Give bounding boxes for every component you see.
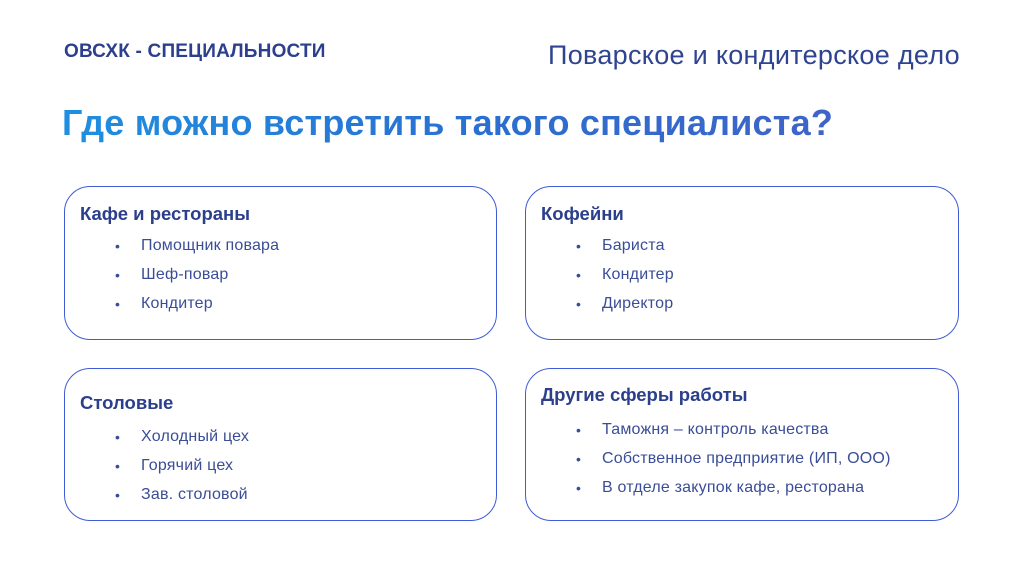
item-label: Шеф-повар <box>141 266 229 283</box>
bullet-icon: • <box>576 296 581 312</box>
bullet-icon: • <box>115 429 120 445</box>
card-title: Столовые <box>80 392 174 413</box>
item-label: Холодный цех <box>141 428 250 445</box>
bullet-icon: • <box>115 296 120 312</box>
card-canteens <box>64 368 497 521</box>
item-label: Директор <box>602 295 674 312</box>
item-label: Горячий цех <box>141 457 234 474</box>
card-cafes-restaurants <box>64 186 497 340</box>
bullet-icon: • <box>576 451 581 467</box>
page-title: Где можно встретить такого специалиста? <box>62 102 834 143</box>
bullet-icon: • <box>115 487 120 503</box>
item-label: Собственное предприятие (ИП, ООО) <box>602 450 891 467</box>
item-label: Кондитер <box>602 266 674 283</box>
card-title: Другие сферы работы <box>541 384 748 405</box>
card-coffee-shops <box>525 186 959 340</box>
bullet-icon: • <box>576 267 581 283</box>
bullet-icon: • <box>576 422 581 438</box>
item-label: Помощник повара <box>141 237 280 254</box>
item-label: В отделе закупок кафе, ресторана <box>602 479 865 496</box>
bullet-icon: • <box>576 480 581 496</box>
brand-header: ОВСХК - СПЕЦИАЛЬНОСТИ <box>64 41 326 62</box>
item-label: Таможня – контроль качества <box>602 421 829 438</box>
item-label: Бариста <box>602 237 665 254</box>
card-title: Кафе и рестораны <box>80 203 251 224</box>
card-other-fields <box>525 368 959 521</box>
item-label: Зав. столовой <box>141 486 248 503</box>
subject-title: Поварское и кондитерское дело <box>548 40 960 70</box>
item-label: Кондитер <box>141 295 213 312</box>
card-title: Кофейни <box>541 203 624 224</box>
bullet-icon: • <box>115 458 120 474</box>
bullet-icon: • <box>115 267 120 283</box>
bullet-icon: • <box>576 238 581 254</box>
bullet-icon: • <box>115 238 120 254</box>
